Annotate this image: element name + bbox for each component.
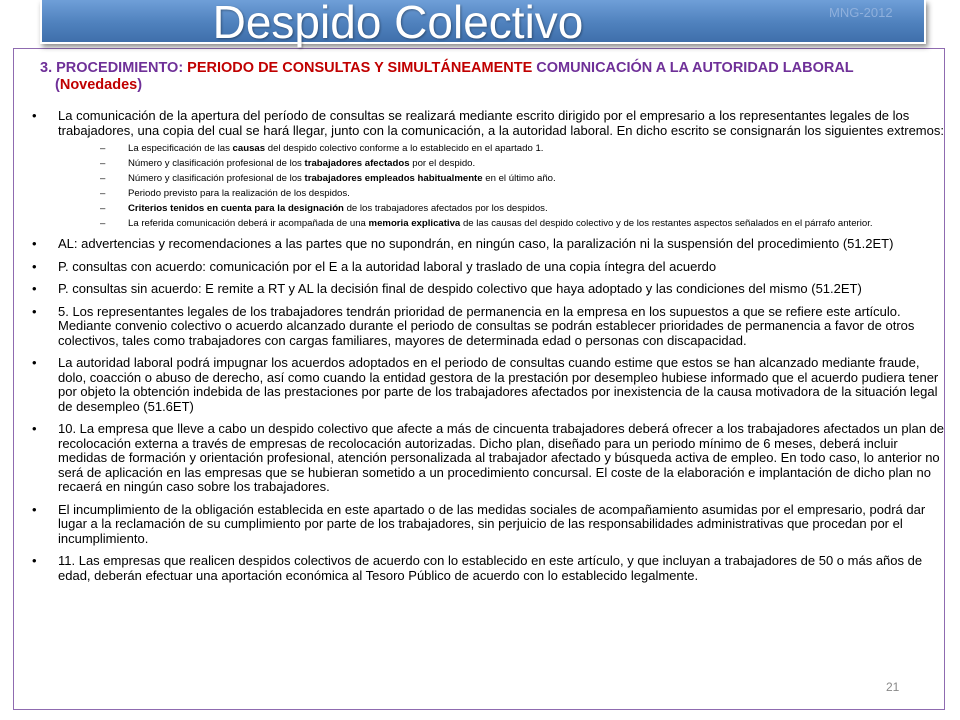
bullet-text: El incumplimiento de la obligación establecida en este apartado o de las medidas sociales de acompañamiento asumidas por el empresario, podrá dar lugar a la reclamación de su cumplimiento por parte de los trabajadores, sin perjuicio de las responsabilidades administrativas que procedan por el incumplimiento. (58, 501, 926, 546)
bullet-text: P. consultas sin acuerdo: E remite a RT y AL la decisión final de despido colectivo que haya adoptado y las condiciones del mismo (51.2ET) (58, 281, 862, 296)
sub-text-pre: La especificación de las (128, 143, 233, 154)
sub-text-pre: Periodo previsto para la realización de los despidos. (128, 188, 350, 199)
sub-item (58, 143, 945, 154)
heading-number: 3. (40, 60, 57, 76)
heading-part-autoridad: AUTORIDAD LABORAL (692, 60, 854, 76)
heading-paren-open: ( (55, 77, 60, 93)
sub-text-post: en el último año. (482, 173, 556, 184)
bullet-item (30, 554, 945, 583)
bullet-text: 10. La empresa que lleve a cabo un despido colectivo que afecte a más de cincuenta trabajadores deberá ofrecer a los trabajadores afectados un plan de recolocación externa a través de empresas de recolocación autorizadas. Dicho plan, diseñado para un periodo mínimo de 6 meses, deberá incluir medidas de formación y orientación profesional, atención personalizada al trabajador afectado y búsqueda activa de empleo. En todo caso, lo anterior no será de aplicación en las empresas que se hubieran sometido a un procedimiento concursal. El coste de la elaboración e implantación de dicho plan no recaerá en ningún caso sobre los trabajadores. (58, 421, 945, 494)
bullet-dot: • (32, 108, 37, 123)
watermark: MNG-2012 (829, 5, 893, 20)
heading-part-comunicacion: COMUNICACIÓN A LA (536, 60, 693, 76)
section-heading (40, 60, 930, 94)
sub-item (58, 188, 945, 199)
sub-list (58, 143, 945, 229)
bullet-list (30, 237, 945, 583)
bullet-text: AL: advertencias y recomendaciones a las partes que no supondrán, en ningún caso, la paralización ni la suspensión del procedimiento (51.2ET) (58, 236, 894, 251)
sub-dash: – (100, 158, 106, 169)
sub-item (58, 173, 945, 184)
sub-text-bold: Criterios tenidos en cuenta para la designación (128, 203, 344, 214)
content-body (30, 109, 945, 591)
bullet-item (30, 260, 945, 275)
sub-text-post: por el despido. (409, 158, 476, 169)
sub-dash: – (100, 218, 106, 229)
heading-part-procedimiento: PROCEDIMIENTO: (56, 60, 188, 76)
sub-dash: – (100, 188, 106, 199)
bullet-dot: • (32, 303, 37, 319)
bullet-item (30, 503, 945, 547)
page-number: 21 (886, 680, 900, 694)
title-banner (40, 0, 926, 48)
bullet-text: P. consultas con acuerdo: comunicación por el E a la autoridad laboral y traslado de una copia íntegra del acuerdo (58, 258, 717, 274)
bullet-item (30, 282, 945, 297)
heading-part-periodo: PERIODO DE CONSULTAS Y SIMULTÁNEAMENTE (187, 60, 537, 76)
bullet-dot: • (32, 281, 37, 296)
sub-text-pre: La referida comunicación deberá ir acompañada de una (128, 218, 369, 229)
bullet-dot: • (32, 258, 37, 274)
sub-item (58, 203, 945, 214)
sub-text-bold: memoria explicativa (368, 218, 461, 229)
bullet-item (30, 237, 945, 252)
sub-item (58, 218, 945, 229)
sub-text-post: de los trabajadores afectados por los despidos. (343, 203, 548, 214)
bullet-dot: • (32, 355, 37, 370)
sub-text-bold: trabajadores afectados (304, 158, 410, 169)
bullet-item (30, 422, 945, 495)
slide-title: Despido Colectivo (212, 0, 584, 48)
bullet-dot: • (32, 553, 37, 568)
sub-text-pre: Número y clasificación profesional de los (128, 173, 305, 184)
sub-text-pre: Número y clasificación profesional de los (128, 158, 305, 169)
sub-text-bold: trabajadores empleados habitualmente (304, 173, 483, 184)
bullet-text: 5. Los representantes legales de los trabajadores tendrán prioridad de permanencia en la empresa en los supuestos a que se refiere este artículo. Mediante convenio colectivo o acuerdo alcanzado durante el periodo de consultas se podrán establecer prioridades de permanencia a favor de otros colectivos, tales como trabajadores con cargas familiares, mayores de determinada edad o personas con discapacidad. (58, 303, 915, 348)
bullet-text: La autoridad laboral podrá impugnar los acuerdos adoptados en el periodo de consultas cuando estime que estos se han alcanzado mediante fraude, dolo, coacción o abuso de derecho, así como cuando la entidad gestora de la prestación por desempleo hubiese informado que el acuerdo pudiera tener por objeto la obtención indebida de las prestaciones por parte de los trabajadores afectados por inexistencia de la causa motivadora de la situación legal de desempleo (51.6ET) (58, 355, 939, 414)
sub-dash: – (100, 203, 106, 214)
bullet-dot: • (32, 421, 37, 436)
sub-text-bold: causas (232, 143, 266, 154)
sub-text-post: de las causas del despido colectivo y de los restantes aspectos señalados en el párrafo anterior. (460, 218, 873, 229)
heading-novedades: Novedades (59, 77, 138, 93)
sub-item (58, 158, 945, 169)
sub-dash: – (100, 143, 106, 154)
bullet-item (30, 305, 945, 349)
bullet-text: 11. Las empresas que realicen despidos colectivos de acuerdo con lo establecido en este artículo, y que incluyan a trabajadores de 50 o más años de edad, deberán efectuar una aportación económica al Tesoro Público de acuerdo con lo establecido legalmente. (58, 553, 923, 583)
bullet-dot: • (32, 501, 37, 517)
heading-paren-close: ) (137, 77, 143, 93)
bullet-item (30, 356, 945, 414)
sub-text-post: del despido colectivo conforme a lo establecido en el apartado 1. (265, 143, 544, 154)
bullet-intro (30, 109, 945, 229)
sub-dash: – (100, 173, 106, 184)
bullet-text: La comunicación de la apertura del período de consultas se realizará mediante escrito dirigido por el empresario a los representantes legales de los trabajadores, una copia del cual se hará llegar, junto con la comunicación, a la autoridad laboral. En dicho escrito se consignarán los siguientes extremos: (58, 108, 944, 138)
bullet-dot: • (32, 236, 37, 251)
